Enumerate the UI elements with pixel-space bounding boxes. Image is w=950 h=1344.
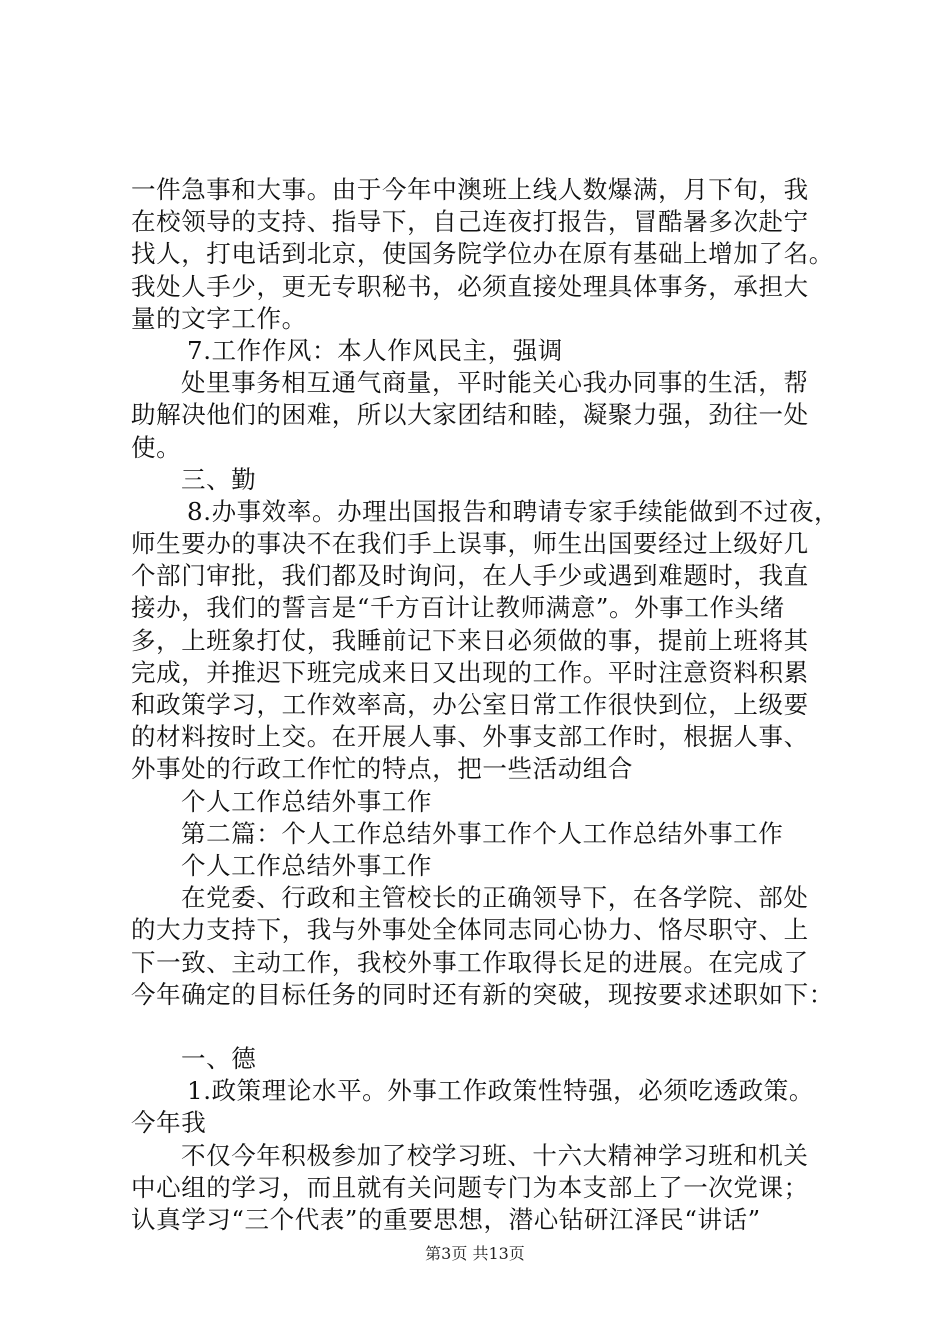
text-line: 不仅今年积极参加了校学习班、十六大精神学习班和机关 xyxy=(181,1140,809,1170)
text-line: 助解决他们的困难，所以大家团结和睦，凝聚力强，劲往一处 xyxy=(131,400,809,430)
text-line: 一、德 xyxy=(181,1044,257,1074)
text-line: 的材料按时上交。在开展人事、外事支部工作时，根据人事、 xyxy=(131,722,809,752)
text-line: 中心组的学习，而且就有关问题专门为本支部上了一次党课； xyxy=(131,1172,809,1202)
text-line: 个部门审批，我们都及时询问，在人手少或遇到难题时，我直 xyxy=(131,561,809,591)
text-line: 使。 xyxy=(131,432,182,462)
blank-line xyxy=(131,1011,831,1043)
text-line: 个人工作总结外事工作 xyxy=(181,786,432,816)
text-line: 今年我 xyxy=(131,1108,207,1138)
text-line: 师生要办的事决不在我们手上误事，师生出国要经过上级好几 xyxy=(131,529,809,559)
text-line: 外事处的行政工作忙的特点，把一些活动组合 xyxy=(131,754,633,784)
text-line: 第二篇：个人工作总结外事工作个人工作总结外事工作 xyxy=(181,818,784,848)
document-body xyxy=(131,174,840,1236)
text-line: 多，上班象打仗，我睡前记下来日必须做的事，提前上班将其 xyxy=(131,625,809,655)
text-line: 1.政策理论水平。外事工作政策性特强，必须吃透政策。 xyxy=(187,1076,814,1106)
text-line: 7.工作作风：本人作风民主，强调 xyxy=(187,335,563,365)
text-line: 完成，并推迟下班完成来日又出现的工作。平时注意资料积累 xyxy=(131,657,809,687)
text-line: 今年确定的目标任务的同时还有新的突破，现按要求述职如下： xyxy=(131,979,834,1009)
text-line: 接办，我们的誓言是“千方百计让教师满意”。外事工作头绪 xyxy=(131,593,785,623)
text-line: 找人，打电话到北京，使国务院学位办在原有基础上增加了名。 xyxy=(131,239,834,269)
text-line: 量的文字工作。 xyxy=(131,303,307,333)
text-line: 在校领导的支持、指导下，自己连夜打报告，冒酷暑多次赴宁 xyxy=(131,207,809,237)
text-line: 个人工作总结外事工作 xyxy=(181,850,432,880)
text-line: 下一致、主动工作，我校外事工作取得长足的进展。在完成了 xyxy=(131,947,809,977)
text-line: 的大力支持下，我与外事处全体同志同心协力、恪尽职守、上 xyxy=(131,915,809,945)
text-line: 三、勤 xyxy=(181,464,257,494)
text-line: 8.办事效率。办理出国报告和聘请专家手续能做到不过夜， xyxy=(187,496,840,526)
text-line: 和政策学习，工作效率高，办公室日常工作很快到位，上级要 xyxy=(131,690,809,719)
text-line: 认真学习“三个代表”的重要思想，潜心钻研江泽民“讲话” xyxy=(131,1205,761,1234)
text-line: 处里事务相互通气商量，平时能关心我办同事的生活，帮 xyxy=(181,368,809,398)
text-line: 我处人手少，更无专职秘书，必须直接处理具体事务，承担大 xyxy=(131,271,809,301)
text-line: 在党委、行政和主管校长的正确领导下，在各学院、部处 xyxy=(181,883,809,913)
page-footer: 第3页 共13页 xyxy=(425,1244,525,1263)
text-line: 一件急事和大事。由于今年中澳班上线人数爆满，月下旬，我 xyxy=(131,175,809,204)
